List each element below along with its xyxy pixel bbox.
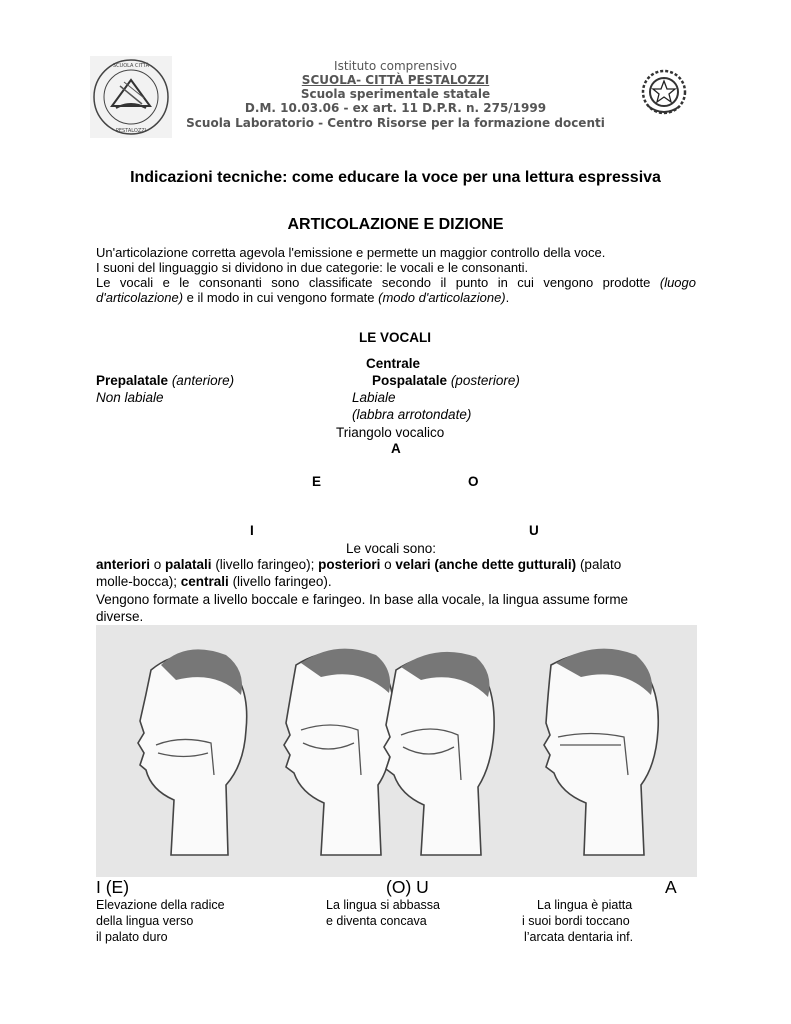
vowel-o: O	[468, 474, 479, 489]
logo-text: SCUOLA CITTÀ	[112, 63, 150, 69]
figure-label-ie: I (E)	[96, 877, 130, 897]
intro-line-4: d'articolazione) e il modo in cui vengono formate (modo d'articolazione).	[96, 290, 510, 305]
caption-3-line-1: La lingua è piatta	[537, 898, 633, 912]
label-triangolo: Triangolo vocalico	[336, 425, 445, 440]
header-institute: Istituto comprensivo	[334, 59, 457, 73]
section-title: ARTICOLAZIONE E DIZIONE	[287, 216, 504, 233]
articulation-illustration	[96, 625, 697, 877]
intro-line-3: Le vocali e le consonanti sono classificate secondo il punto in cui vengono prodotte (luogo	[96, 275, 696, 290]
vocali-sono-heading: Le vocali sono:	[346, 541, 437, 556]
figure-label-a: A	[665, 877, 677, 897]
intro-line-1: Un'articolazione corretta agevola l'emissione e permette un maggior controllo della voce.	[96, 245, 606, 260]
caption-3-line-3: l’arcata dentaria inf.	[524, 930, 634, 944]
header-lab: Scuola Laboratorio - Centro Risorse per la formazione docenti	[186, 116, 605, 130]
header-school-name: SCUOLA- CITTÀ PESTALOZZI	[301, 73, 490, 87]
intro-line-2: I suoni del linguaggio si dividono in due categorie: le vocali e le consonanti.	[96, 260, 529, 275]
label-labiale: Labiale	[352, 390, 396, 405]
vowel-a: A	[391, 441, 401, 456]
svg-text:PESTALOZZI: PESTALOZZI	[115, 128, 147, 134]
caption-2-line-2: e diventa concava	[326, 914, 427, 928]
caption-1-line-2: della lingua verso	[96, 914, 194, 928]
document-title: Indicazioni tecniche: come educare la voce per una lettura espressiva	[130, 169, 661, 186]
header-decree: D.M. 10.03.06 - ex art. 11 D.P.R. n. 275/1999	[244, 101, 547, 115]
caption-3-line-2: i suoi bordi toccano	[522, 914, 630, 928]
vowel-e: E	[312, 474, 322, 489]
vocali-sono-line-2: molle-bocca); centrali (livello faringeo).	[96, 574, 332, 589]
label-pospalatale: Pospalatale (posteriore)	[372, 373, 520, 388]
vocali-sono-line-3: Vengono formate a livello boccale e faringeo. In base alla vocale, la lingua assume forme	[96, 592, 629, 607]
caption-2-line-1: La lingua si abbassa	[326, 898, 440, 912]
vocali-title: LE VOCALI	[359, 330, 432, 345]
caption-1-line-1: Elevazione della radice	[96, 898, 225, 912]
label-prepalatale: Prepalatale (anteriore)	[96, 373, 235, 388]
vocali-sono-line-1: anteriori o palatali (livello faringeo); posteriori o velari (anche dette gutturali) (palato	[96, 557, 622, 572]
vocali-sono-line-4: diverse.	[96, 609, 144, 624]
label-centrale: Centrale	[366, 356, 421, 371]
label-non-labiale: Non labiale	[96, 390, 164, 405]
caption-1-line-3: il palato duro	[96, 930, 168, 944]
figure-label-ou: (O) U	[386, 877, 429, 897]
vowel-u: U	[529, 523, 539, 538]
vowel-i: I	[250, 523, 254, 538]
label-labbra: (labbra arrotondate)	[352, 407, 472, 422]
header-subtitle: Scuola sperimentale statale	[300, 87, 491, 101]
